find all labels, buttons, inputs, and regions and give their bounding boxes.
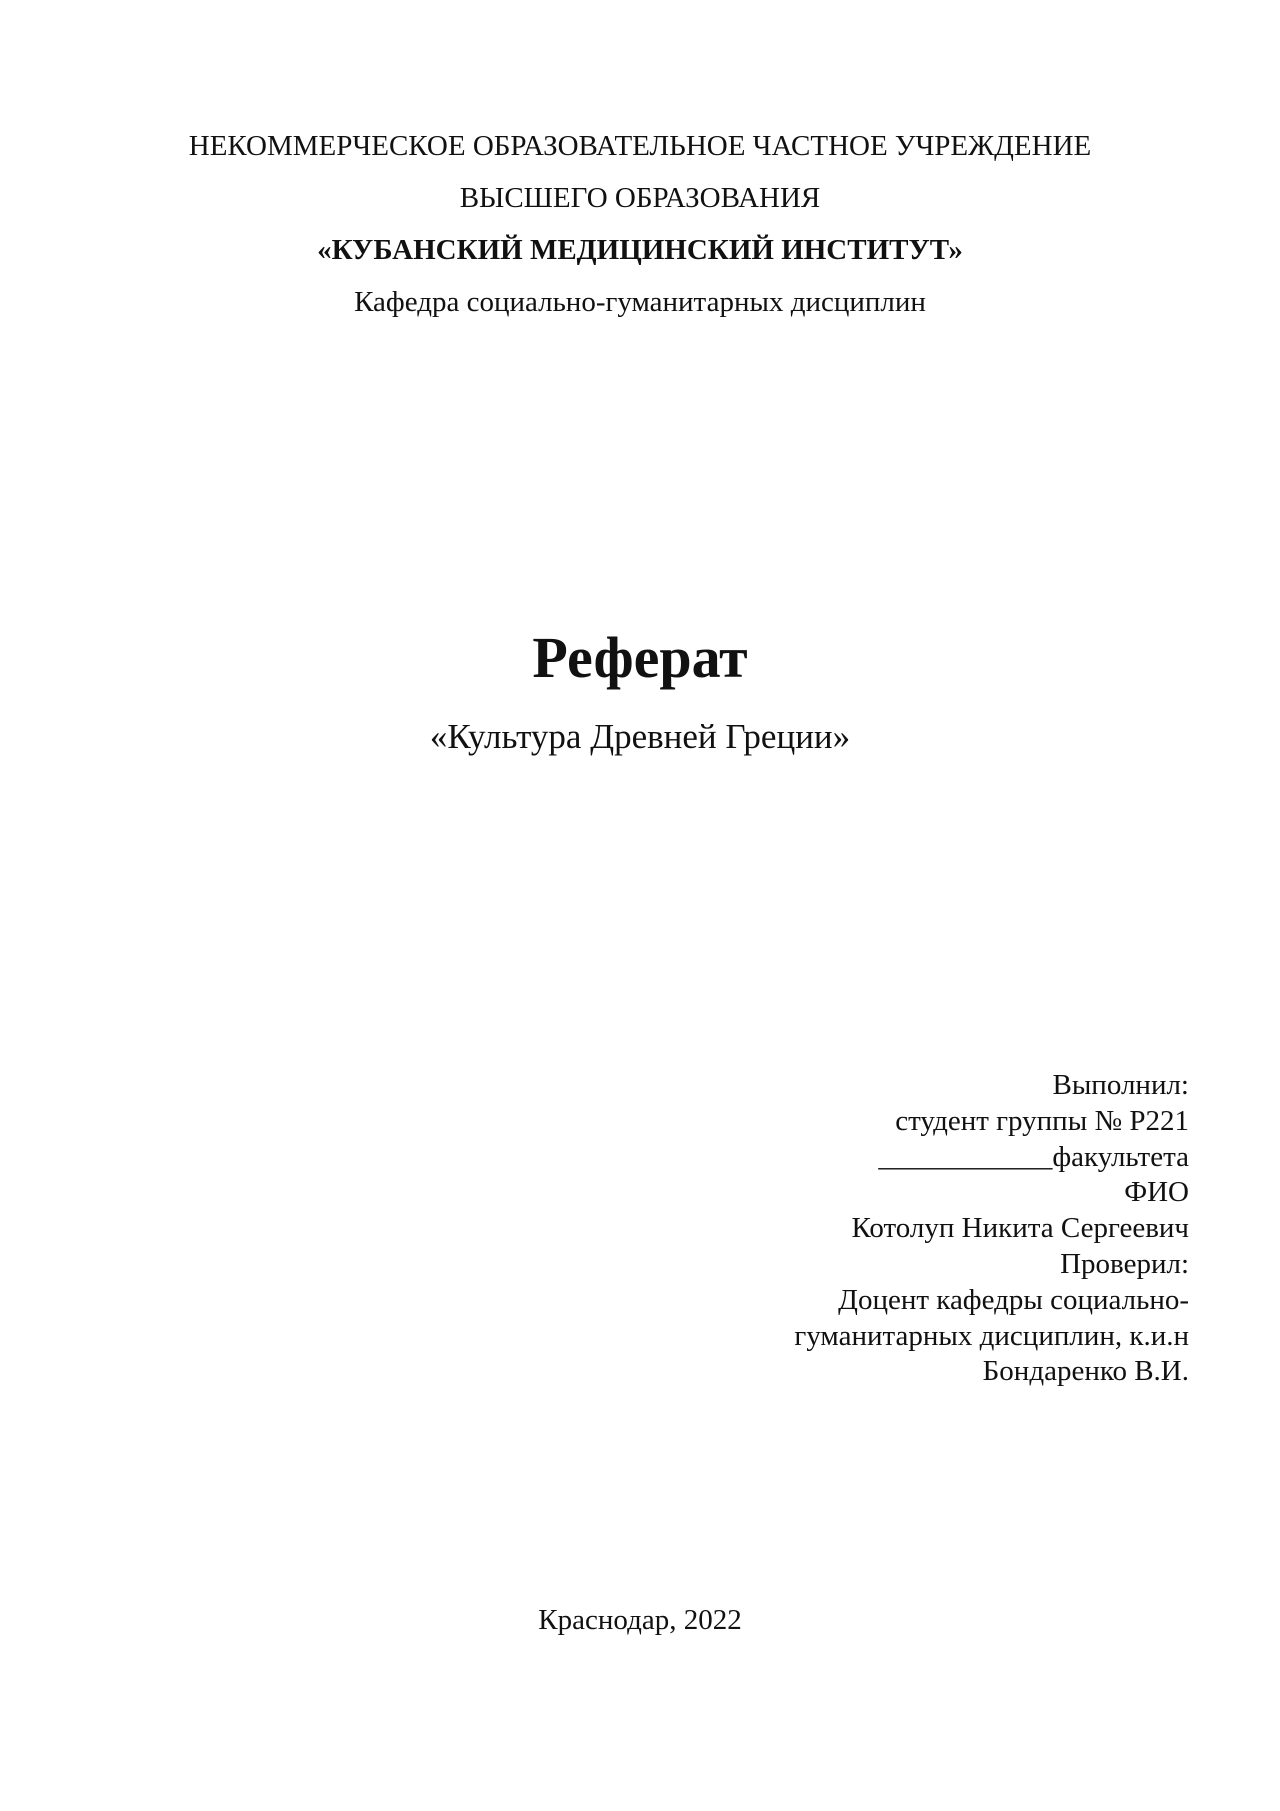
checker-title-line-2: гуманитарных дисциплин, к.и.н: [794, 1319, 1189, 1352]
title-block: [0, 618, 1280, 762]
checker-name: Бондаренко В.И.: [982, 1355, 1189, 1388]
checked-label: Проверил:: [1060, 1247, 1189, 1280]
institution-type-line: НЕКОММЕРЧЕСКОЕ ОБРАЗОВАТЕЛЬНОЕ ЧАСТНОЕ УЧРЕЖДЕНИЕ: [188, 130, 1092, 162]
institution-header: [0, 120, 1280, 328]
student-name: Котолуп Никита Сергеевич: [851, 1212, 1189, 1245]
document-type-title: Реферат: [532, 625, 748, 690]
institute-name: «КУБАНСКИЙ МЕДИЦИНСКИЙ ИНСТИТУТ»: [317, 234, 963, 266]
education-level-line: ВЫСШЕГО ОБРАЗОВАНИЯ: [459, 182, 821, 214]
department-name: Кафедра социально-гуманитарных дисциплин: [354, 286, 926, 318]
student-group: студент группы № Р221: [895, 1104, 1189, 1137]
checker-title-line-1: Доцент кафедры социально-: [838, 1283, 1189, 1316]
fio-label: ФИО: [1124, 1176, 1189, 1209]
city-year-footer: Краснодар, 2022: [538, 1604, 742, 1636]
signature-block: [629, 1068, 1189, 1390]
faculty-line: ____________факультета: [878, 1140, 1189, 1173]
document-topic: «Культура Древней Греции»: [429, 717, 851, 756]
performed-label: Выполнил:: [1052, 1069, 1189, 1101]
